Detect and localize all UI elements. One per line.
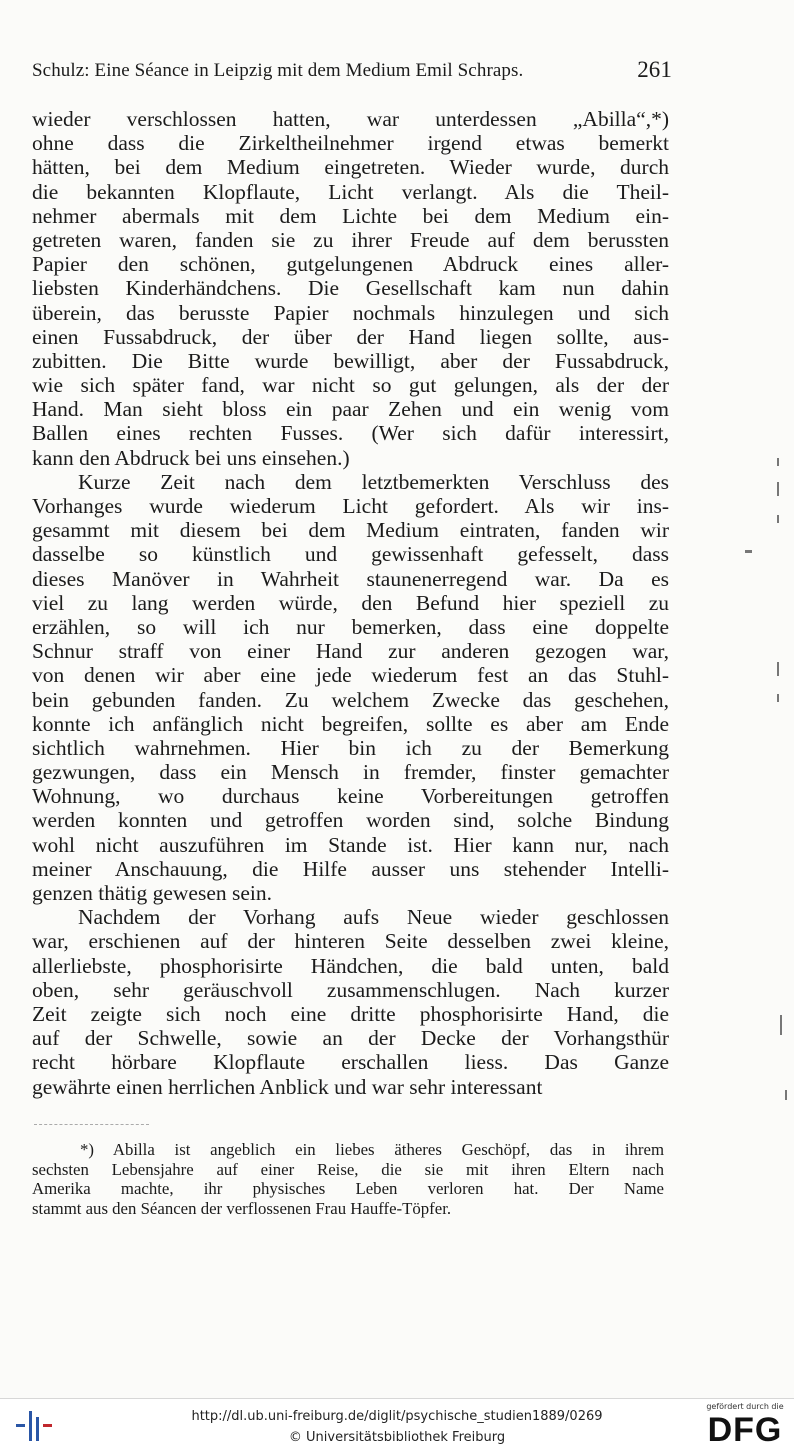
text-line: ohne dass die Zirkeltheilnehmer irgend etwas bemerkt bbox=[32, 131, 669, 156]
text-line: sichtlich wahrnehmen. Hier bin ich zu der Bemerkung bbox=[32, 735, 669, 760]
dfg-logo bbox=[702, 1402, 788, 1450]
dfg-wordmark: DFG bbox=[707, 1411, 783, 1449]
text-line: Hand. Man sieht bloss ein paar Zehen und ein wenig vom bbox=[32, 397, 669, 422]
text-line: gezwungen, dass ein Mensch in fremder, finster gemachter bbox=[32, 760, 669, 785]
text-line: gewährte einen herrlichen Anblick und war sehr interessant bbox=[32, 1074, 543, 1099]
viewer-footer bbox=[0, 1398, 794, 1452]
text-line: oben, sehr geräuschvoll zusammenschlugen. Nach kurzer bbox=[32, 977, 669, 1002]
running-head bbox=[32, 57, 672, 82]
margin-mark bbox=[745, 550, 752, 553]
text-line: Papier den schönen, gutgelungenen Abdruck eines aller- bbox=[32, 252, 669, 277]
text-line: auf der Schwelle, sowie an der Decke der Vorhangsthür bbox=[32, 1026, 669, 1051]
text-line: meiner Anschauung, die Hilfe ausser uns stehender Intelli- bbox=[32, 856, 669, 881]
text-line: Vorhanges wurde wiederum Licht gefordert. Als wir ins- bbox=[32, 494, 669, 518]
body-text bbox=[32, 107, 669, 1099]
text-line: wohl nicht auszuführen im Stande ist. Hier kann nur, nach bbox=[32, 832, 669, 857]
copyright-notice: © Universitätsbibliothek Freiburg bbox=[288, 1430, 506, 1445]
margin-mark bbox=[785, 1090, 787, 1100]
text-line: Schnur straff von einer Hand zur anderen gezogen war, bbox=[32, 639, 669, 664]
text-line: die bekannten Klopflaute, Licht verlangt. Als die Theil- bbox=[32, 179, 669, 204]
footnote-line: sechsten Lebensjahre auf einer Reise, die sie mit ihren Eltern nach bbox=[32, 1159, 664, 1179]
text-line: wie sich später fand, war nicht so gut gelungen, als der der bbox=[32, 373, 669, 398]
text-line: zubitten. Die Bitte wurde bewilligt, aber der Fussabdruck, bbox=[32, 348, 669, 373]
text-line: nehmer abermals mit dem Lichte bei dem Medium ein- bbox=[32, 203, 669, 228]
text-line: bein gebunden fanden. Zu welchem Zwecke das geschehen, bbox=[32, 687, 669, 712]
footnote-line: *) Abilla ist angeblich ein liebes ätheres Geschöpf, das in ihrem bbox=[80, 1140, 664, 1159]
document-url[interactable]: http://dl.ub.uni-freiburg.de/diglit/psychische_studien1889/0269 bbox=[191, 1409, 603, 1424]
text-line: viel zu lang werden würde, den Befund hier speziell zu bbox=[32, 590, 669, 615]
margin-mark bbox=[780, 1015, 782, 1035]
text-line: war, erschienen auf der hinteren Seite desselben zwei kleine, bbox=[32, 929, 669, 954]
text-line: getreten waren, fanden sie zu ihrer Freude auf dem berussten bbox=[32, 227, 669, 252]
footnote-line: Amerika machte, ihr physisches Leben verloren hat. Der Name bbox=[32, 1179, 664, 1199]
text-line: von denen wir aber eine jede wiederum fest an das Stuhl- bbox=[32, 663, 669, 688]
text-line: kann den Abdruck bei uns einsehen.) bbox=[32, 445, 350, 470]
text-line: dasselbe so künstlich und gewissenhaft gefesselt, dass bbox=[32, 542, 669, 567]
margin-mark bbox=[777, 458, 779, 466]
text-line: gesammt mit diesem bei dem Medium eintraten, fanden wir bbox=[32, 518, 669, 543]
text-line: allerliebste, phosphorisirte Händchen, die bald unten, bald bbox=[32, 953, 669, 978]
dfg-tagline: gefördert durch die bbox=[706, 1402, 784, 1411]
footnote-line: stammt aus den Séancen der verflossenen Frau Hauffe-Töpfer. bbox=[32, 1198, 452, 1218]
text-line: hätten, bei dem Medium eingetreten. Wieder wurde, durch bbox=[32, 155, 669, 180]
text-line: wieder verschlossen hatten, war unterdessen „Abilla“,*) bbox=[32, 107, 669, 131]
text-line: Kurze Zeit nach dem letztbemerkten Verschluss des bbox=[78, 469, 669, 494]
text-line: Ballen eines rechten Fusses. (Wer sich dafür interessirt, bbox=[32, 421, 669, 446]
text-line: dieses Manöver in Wahrheit staunenerregend war. Da es bbox=[32, 566, 669, 591]
footnotes bbox=[32, 1140, 664, 1218]
text-line: Nachdem der Vorhang aufs Neue wieder geschlossen bbox=[78, 905, 669, 930]
text-line: liebsten Kinderhändchens. Die Gesellschaft kam nun dahin bbox=[32, 276, 669, 301]
text-line: werden konnten und getroffen worden sind, solche Bindung bbox=[32, 808, 669, 833]
page-number: 261 bbox=[637, 57, 672, 82]
text-line: genzen thätig gewesen sein. bbox=[32, 881, 272, 905]
margin-mark bbox=[777, 662, 779, 676]
text-line: Wohnung, wo durchaus keine Vorbereitungen getroffen bbox=[32, 784, 669, 809]
running-title: Schulz: Eine Séance in Leipzig mit dem Medium Emil Schraps. bbox=[32, 60, 524, 81]
text-line: konnte ich anfänglich nicht begreifen, sollte es aber am Ende bbox=[32, 711, 669, 736]
margin-mark bbox=[777, 694, 779, 702]
text-line: überein, das berusste Papier nochmals hinzulegen und sich bbox=[32, 300, 669, 325]
text-line: recht hörbare Klopflaute erschallen liess. Das Ganze bbox=[32, 1050, 669, 1075]
footnote-separator bbox=[34, 1124, 149, 1125]
margin-mark bbox=[777, 515, 779, 523]
text-line: einen Fussabdruck, der über der Hand liegen sollte, aus- bbox=[32, 324, 669, 349]
margin-mark bbox=[777, 482, 779, 496]
text-line: erzählen, so will ich nur bemerken, dass eine doppelte bbox=[32, 614, 669, 639]
text-line: Zeit zeigte sich noch eine dritte phosphorisirte Hand, die bbox=[32, 1001, 669, 1026]
